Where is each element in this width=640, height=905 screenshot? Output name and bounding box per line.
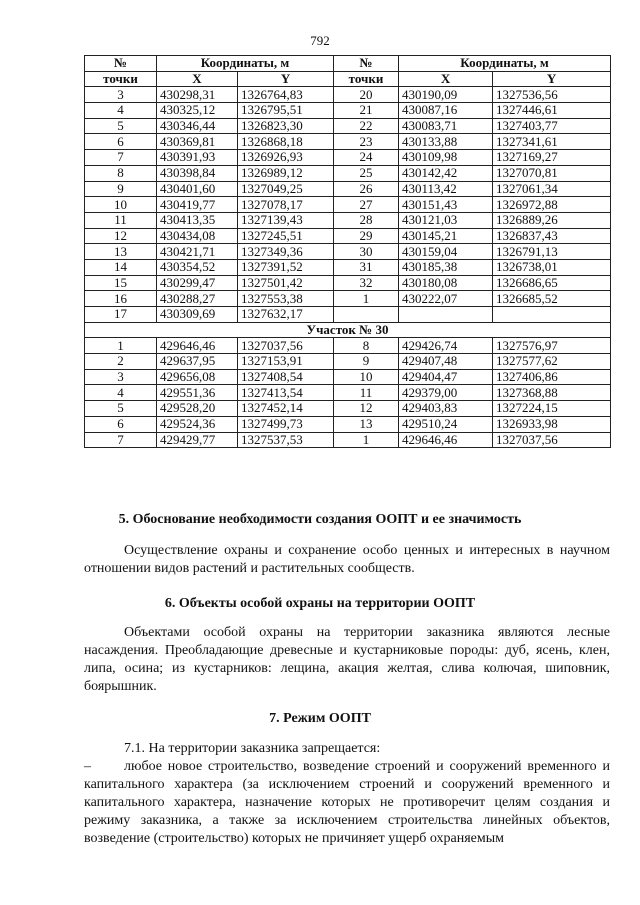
cell-point-no-left: 4 [85,103,157,119]
cell-y-right: 1327037,56 [493,432,611,448]
cell-y-right: 1327341,61 [493,134,611,150]
section5-text [84,542,610,578]
cell-x-left: 429646,46 [157,338,238,354]
section6-title: 6. Объекты особой охраны на территории ООПТ [164,596,476,611]
cell-point-no-left: 16 [85,291,157,307]
cell-y-left: 1327349,36 [238,244,334,260]
table-row [85,244,611,260]
cell-x-right: 429403,83 [399,401,493,417]
table-row [85,118,611,134]
table-section [85,322,611,338]
cell-point-no-left: 2 [85,354,157,370]
cell-y-right [493,307,611,323]
table-subheader-row [85,71,611,87]
table-row [85,416,611,432]
cell-x-right: 429379,00 [399,385,493,401]
cell-x-left: 430419,77 [157,197,238,213]
cell-y-right: 1327061,34 [493,181,611,197]
cell-y-right: 1327224,15 [493,401,611,417]
cell-point-no-right: 12 [334,401,399,417]
table-row [85,87,611,103]
cell-x-right: 429407,48 [399,354,493,370]
cell-y-right: 1326791,13 [493,244,611,260]
cell-x-left: 429551,36 [157,385,238,401]
cell-y-left: 1327501,42 [238,275,334,291]
table-body-bottom [85,338,611,448]
cell-point-no-left: 14 [85,259,157,275]
cell-point-no-right: 24 [334,150,399,166]
cell-x-right: 430145,21 [399,228,493,244]
cell-point-no-right: 21 [334,103,399,119]
cell-point-no-right: 32 [334,275,399,291]
cell-point-no-left: 6 [85,134,157,150]
cell-point-no-left: 5 [85,401,157,417]
table-row [85,307,611,323]
table-row [85,165,611,181]
header-y-right: Y [493,71,611,87]
section5-title: 5. Обоснование необходимости создания ООПТ и ее значимость [118,512,522,527]
cell-point-no-left: 1 [85,338,157,354]
cell-y-right: 1327576,97 [493,338,611,354]
cell-x-left: 429637,95 [157,354,238,370]
cell-point-no-right: 25 [334,165,399,181]
cell-point-no-right: 20 [334,87,399,103]
cell-point-no-left: 8 [85,165,157,181]
cell-y-left: 1327452,14 [238,401,334,417]
cell-y-left: 1327553,38 [238,291,334,307]
section7-item [84,758,610,848]
table-row [85,150,611,166]
cell-x-left: 429528,20 [157,401,238,417]
cell-y-left: 1326926,93 [238,150,334,166]
header-y-left: Y [238,71,334,87]
cell-y-right: 1327406,86 [493,369,611,385]
header-coords-left: Координаты, м [157,56,334,72]
cell-y-left: 1327139,43 [238,212,334,228]
cell-y-left: 1326868,18 [238,134,334,150]
cell-x-right: 430133,88 [399,134,493,150]
cell-x-right: 429404,47 [399,369,493,385]
table-row [85,197,611,213]
cell-point-no-left: 5 [85,118,157,134]
cell-x-right [399,307,493,323]
cell-y-left: 1327408,54 [238,369,334,385]
cell-point-no-left: 7 [85,150,157,166]
header-point-left: точки [85,71,157,87]
cell-point-no-right: 26 [334,181,399,197]
table-header-row [85,56,611,72]
cell-x-right: 430180,08 [399,275,493,291]
cell-x-left: 429524,36 [157,416,238,432]
cell-x-left: 430434,08 [157,228,238,244]
cell-point-no-right: 30 [334,244,399,260]
table-row [85,369,611,385]
cell-x-left: 430325,12 [157,103,238,119]
table-row [85,103,611,119]
cell-y-left: 1327632,17 [238,307,334,323]
cell-y-left: 1327049,25 [238,181,334,197]
cell-x-right: 430185,38 [399,259,493,275]
cell-y-right: 1326837,43 [493,228,611,244]
cell-point-no-right: 9 [334,354,399,370]
cell-y-right: 1327536,56 [493,87,611,103]
coordinates-table [84,55,611,448]
cell-x-left: 430309,69 [157,307,238,323]
header-coords-right: Координаты, м [399,56,611,72]
cell-x-right: 430190,09 [399,87,493,103]
list-dash: – [84,759,91,774]
cell-point-no-right: 1 [334,432,399,448]
cell-x-left: 429429,77 [157,432,238,448]
cell-point-no-left: 10 [85,197,157,213]
table-row [85,181,611,197]
cell-point-no-left: 3 [85,87,157,103]
cell-x-left: 430369,81 [157,134,238,150]
section5-text-content: Осуществление охраны и сохранение особо ценных и интересных в научном отношении видов растений и растительных сообществ. [84,543,610,576]
cell-x-right: 430113,42 [399,181,493,197]
table-row [85,212,611,228]
cell-y-left: 1326764,83 [238,87,334,103]
cell-y-right: 1327577,62 [493,354,611,370]
cell-point-no-right: 22 [334,118,399,134]
cell-x-right: 430142,42 [399,165,493,181]
cell-x-right: 430083,71 [399,118,493,134]
table-row [85,259,611,275]
table-row [85,354,611,370]
cell-y-right: 1327403,77 [493,118,611,134]
cell-x-right: 430109,98 [399,150,493,166]
section7-title: 7. Режим ООПТ [269,711,371,726]
cell-x-left: 429656,08 [157,369,238,385]
cell-x-left: 430354,52 [157,259,238,275]
section-title: Участок № 30 [85,322,611,338]
table-row [85,275,611,291]
cell-point-no-right: 8 [334,338,399,354]
cell-y-right: 1327169,27 [493,150,611,166]
cell-y-right: 1327446,61 [493,103,611,119]
table-row [85,134,611,150]
table-row [85,338,611,354]
section7-intro-content: 7.1. На территории заказника запрещается: [124,741,381,756]
cell-point-no-right: 23 [334,134,399,150]
section7-item-content: любое новое строительство, возведение строений и сооружений временного и капитального характера (за исключением строений и сооружений временного и капитального характера, назначение которых не противоречит целям создания и режиму заказника, а также за исключением строительства линейных объектов, возведение (строительство) которых не причиняет ущерб охраняемым [84,759,610,846]
table-row [85,401,611,417]
cell-x-left: 430398,84 [157,165,238,181]
cell-y-left: 1326989,12 [238,165,334,181]
cell-y-left: 1327391,52 [238,259,334,275]
section-title-row [85,322,611,338]
section6-text [84,624,610,696]
cell-y-left: 1327037,56 [238,338,334,354]
cell-y-right: 1326933,98 [493,416,611,432]
cell-x-left: 430346,44 [157,118,238,134]
cell-y-left: 1327537,53 [238,432,334,448]
cell-point-no-left: 9 [85,181,157,197]
cell-point-no-right: 31 [334,259,399,275]
cell-x-left: 430288,27 [157,291,238,307]
cell-point-no-left: 15 [85,275,157,291]
section7-intro [84,740,610,758]
cell-x-left: 430413,35 [157,212,238,228]
cell-y-left: 1327153,91 [238,354,334,370]
cell-y-left: 1326823,30 [238,118,334,134]
table-row [85,385,611,401]
cell-x-right: 430087,16 [399,103,493,119]
cell-y-left: 1327078,17 [238,197,334,213]
cell-x-right: 430222,07 [399,291,493,307]
cell-x-right: 429646,46 [399,432,493,448]
header-x-right: X [399,71,493,87]
cell-y-left: 1326795,51 [238,103,334,119]
cell-x-left: 430401,60 [157,181,238,197]
cell-point-no-right: 28 [334,212,399,228]
header-no-left: № [85,56,157,72]
table-row [85,228,611,244]
cell-x-right: 429426,74 [399,338,493,354]
cell-point-no-right: 10 [334,369,399,385]
cell-y-right: 1326972,88 [493,197,611,213]
cell-y-right: 1326686,65 [493,275,611,291]
cell-point-no-left: 11 [85,212,157,228]
cell-point-no-left: 4 [85,385,157,401]
cell-y-left: 1327499,73 [238,416,334,432]
cell-y-right: 1326889,26 [493,212,611,228]
cell-point-no-right [334,307,399,323]
section6-text-content: Объектами особой охраны на территории заказника являются лесные насаждения. Преобладающие древесные и кустарниковые породы: дуб, ясень, клен, липа, осина; из кустарников: лещина, акация желтая, слива колючая, шиповник, боярышник. [84,625,610,694]
cell-y-right: 1326738,01 [493,259,611,275]
table-body-top [85,87,611,322]
cell-y-left: 1327413,54 [238,385,334,401]
cell-y-right: 1327070,81 [493,165,611,181]
cell-x-left: 430298,31 [157,87,238,103]
table-row [85,291,611,307]
page-number: 792 [310,33,330,48]
table-row [85,432,611,448]
cell-x-left: 430299,47 [157,275,238,291]
cell-point-no-left: 13 [85,244,157,260]
cell-x-right: 429510,24 [399,416,493,432]
cell-point-no-right: 1 [334,291,399,307]
cell-x-right: 430159,04 [399,244,493,260]
cell-y-left: 1327245,51 [238,228,334,244]
cell-point-no-left: 12 [85,228,157,244]
cell-x-right: 430121,03 [399,212,493,228]
cell-point-no-right: 13 [334,416,399,432]
cell-point-no-right: 11 [334,385,399,401]
cell-point-no-left: 7 [85,432,157,448]
cell-x-left: 430391,93 [157,150,238,166]
cell-point-no-left: 3 [85,369,157,385]
cell-point-no-left: 17 [85,307,157,323]
header-x-left: X [157,71,238,87]
header-point-right: точки [334,71,399,87]
cell-y-right: 1326685,52 [493,291,611,307]
cell-point-no-left: 6 [85,416,157,432]
cell-x-left: 430421,71 [157,244,238,260]
cell-x-right: 430151,43 [399,197,493,213]
cell-point-no-right: 27 [334,197,399,213]
cell-point-no-right: 29 [334,228,399,244]
header-no-right: № [334,56,399,72]
cell-y-right: 1327368,88 [493,385,611,401]
